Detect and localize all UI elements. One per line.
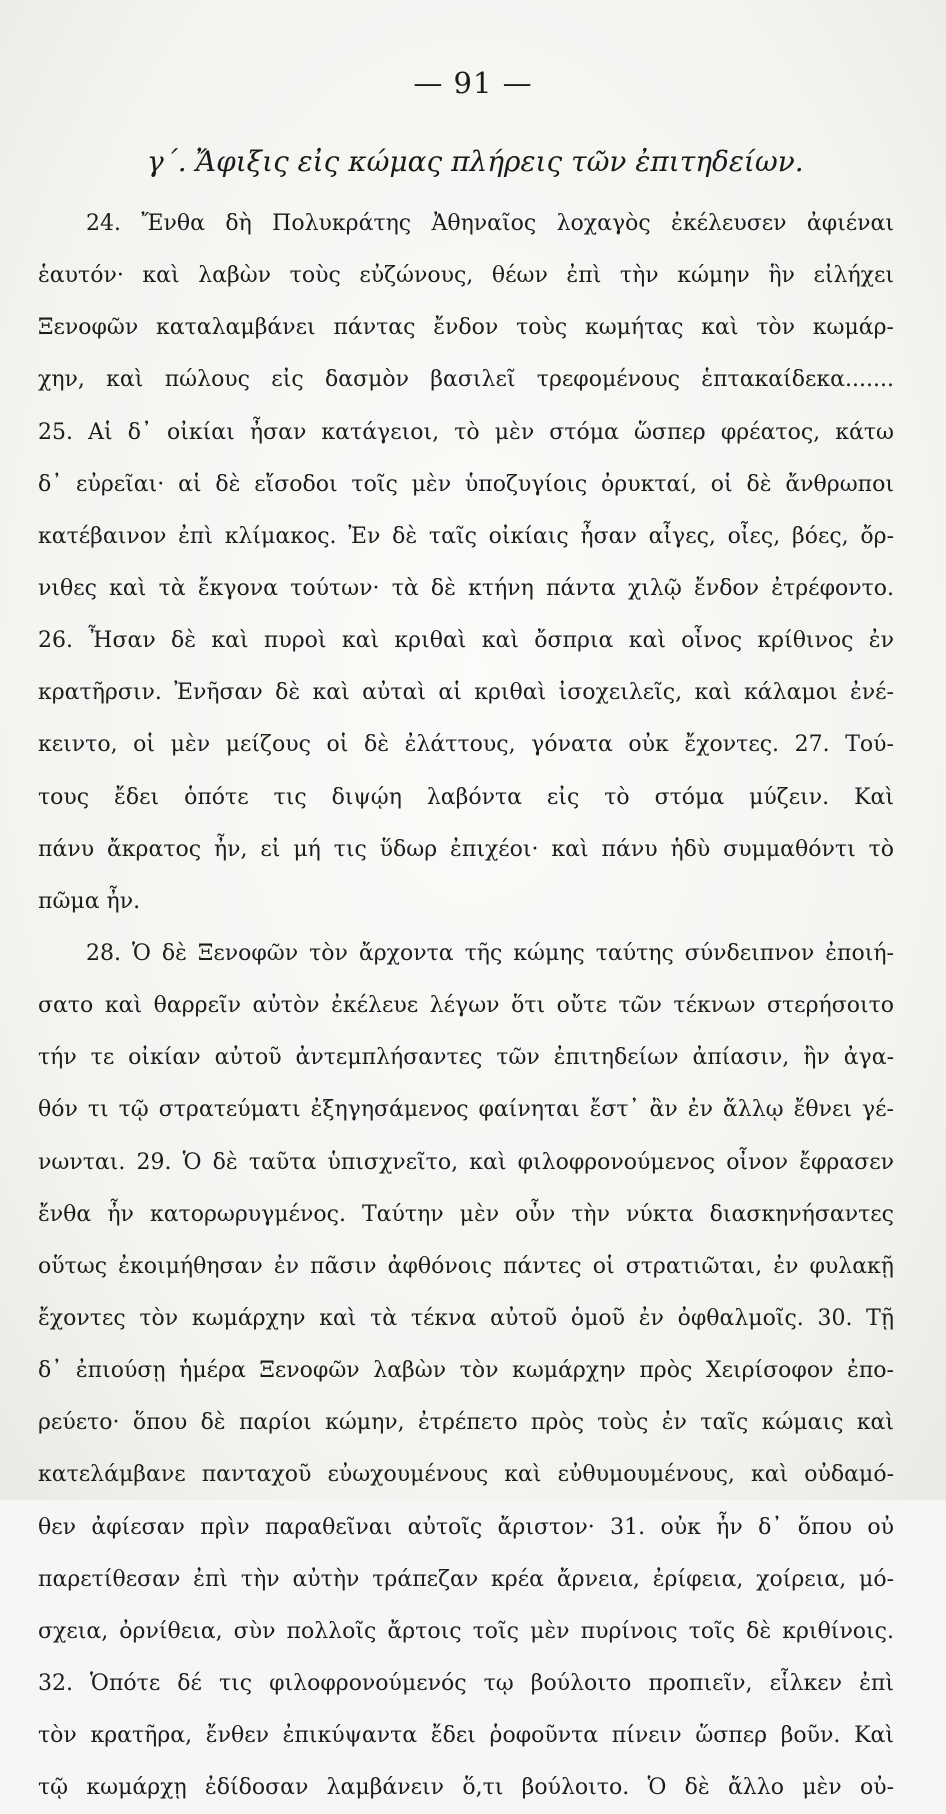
text-line: 24. Ἔνθα δὴ Πολυκράτης Ἀθηναῖος λοχαγὸς ἐκέλευσεν ἀφιέναι: [86, 211, 894, 236]
text-line: κατέβαινον ἐπὶ κλίμακος. Ἐν δὲ ταῖς οἰκίαις ἦσαν αἶγες, οἶες, βόες, ὄρ-: [38, 523, 894, 549]
text-line: νωνται. 29. Ὁ δὲ ταῦτα ὑπισχνεῖτο, καὶ φιλοφρονούμενος οἶνον ἔφρασεν: [38, 1149, 894, 1175]
text-line: 25. Αἱ δ᾽ οἰκίαι ἦσαν κατάγειοι, τὸ μὲν στόμα ὥσπερ φρέατος, κάτω: [38, 419, 894, 445]
text-line: χην, καὶ πώλους εἰς δασμὸν βασιλεῖ τρεφομένους ἑπτακαίδεκα.......: [38, 367, 894, 393]
text-line: 32. Ὁπότε δέ τις φιλοφρονούμενός τῳ βούλοιτο προπιεῖν, εἷλκεν ἐπὶ: [38, 1670, 894, 1696]
text-line: 28. Ὁ δὲ Ξενοφῶν τὸν ἄρχοντα τῆς κώμης ταύτης σύνδειπνον ἐποιή-: [86, 940, 894, 966]
text-line: δ᾽ εὐρεῖαι· αἱ δὲ εἴσοδοι τοῖς μὲν ὑποζυγίοις ὀρυκταί, οἱ δὲ ἄνθρωποι: [38, 471, 894, 497]
text-line: τὸν κρατῆρα, ἔνθεν ἐπικύψαντα ἔδει ῥοφοῦντα πίνειν ὥσπερ βοῦν. Καὶ: [38, 1723, 894, 1749]
text-line: τῷ κωμάρχῃ ἐδίδοσαν λαμβάνειν ὅ,τι βούλοιτο. Ὁ δὲ ἄλλο μὲν οὐ-: [38, 1775, 894, 1801]
text-line: ρεύετο· ὅπου δὲ παρίοι κώμην, ἐτρέπετο πρὸς τοὺς ἐν ταῖς κώμαις καὶ: [38, 1410, 894, 1436]
text-line: σατο καὶ θαρρεῖν αὐτὸν ἐκέλευε λέγων ὅτι οὔτε τῶν τέκνων στερήσοιτο: [38, 993, 894, 1019]
text-line: πῶμα ἦν.: [38, 888, 141, 914]
text-line: παρετίθεσαν ἐπὶ τὴν αὐτὴν τράπεζαν κρέα ἄρνεια, ἐρίφεια, χοίρεια, μό-: [38, 1566, 894, 1592]
text-line: θεν ἀφίεσαν πρὶν παραθεῖναι αὐτοῖς ἄριστον· 31. οὐκ ἦν δ᾽ ὅπου οὐ: [38, 1514, 894, 1540]
text-line: θόν τι τῷ στρατεύματι ἐξηγησάμενος φαίνηται ἔστ᾽ ἂν ἐν ἄλλῳ ἔθνει γέ-: [38, 1097, 894, 1123]
text-line: πάνυ ἄκρατος ἦν, εἰ μή τις ὕδωρ ἐπιχέοι· καὶ πάνυ ἡδὺ συμμαθόντι τὸ: [38, 836, 894, 862]
text-line: τους ἔδει ὁπότε τις διψῴη λαβόντα εἰς τὸ στόμα μύζειν. Καὶ: [38, 784, 894, 810]
text-line: τήν τε οἰκίαν αὐτοῦ ἀντεμπλήσαντες τῶν ἐπιτηδείων ἀπίασιν, ἢν ἀγα-: [38, 1045, 894, 1071]
text-line: νιθες καὶ τὰ ἔκγονα τούτων· τὰ δὲ κτήνη πάντα χιλῷ ἔνδον ἐτρέφοντο.: [38, 575, 894, 601]
text-line: 26. Ἦσαν δὲ καὶ πυροὶ καὶ κριθαὶ καὶ ὄσπρια καὶ οἶνος κρίθινος ἐν: [38, 628, 894, 654]
text-line: κειντο, οἱ μὲν μείζους οἱ δὲ ἐλάττους, γόνατα οὐκ ἔχοντες. 27. Τού-: [38, 732, 894, 758]
section-heading: γ΄. Ἄφιξις εἰς κώμας πλήρεις τῶν ἐπιτηδείων.: [147, 145, 804, 178]
page-number: — 91 —: [413, 66, 533, 100]
text-line: οὕτως ἐκοιμήθησαν ἐν πᾶσιν ἀφθόνοις πάντες οἱ στρατιῶται, ἐν φυλακῇ: [38, 1253, 894, 1279]
text-line: ἔνθα ἦν κατορωρυγμένος. Ταύτην μὲν οὖν τὴν νύκτα διασκηνήσαντες: [38, 1201, 894, 1227]
text-line: ἔχοντες τὸν κωμάρχην καὶ τὰ τέκνα αὐτοῦ ὁμοῦ ἐν ὀφθαλμοῖς. 30. Τῇ: [38, 1305, 894, 1331]
text-line: Ξενοφῶν καταλαμβάνει πάντας ἔνδον τοὺς κωμήτας καὶ τὸν κωμάρ-: [38, 315, 894, 341]
body-text: [38, 198, 894, 1814]
text-line: σχεια, ὀρνίθεια, σὺν πολλοῖς ἄρτοις τοῖς μὲν πυρίνοις τοῖς δὲ κριθίνοις.: [38, 1618, 894, 1644]
text-line: κατελάμβανε πανταχοῦ εὐωχουμένους καὶ εὐθυμουμένους, καὶ οὐδαμό-: [38, 1462, 894, 1488]
text-line: κρατῆρσιν. Ἐνῆσαν δὲ καὶ αὐταὶ αἱ κριθαὶ ἰσοχειλεῖς, καὶ κάλαμοι ἐνέ-: [38, 680, 894, 706]
text-line: ἑαυτόν· καὶ λαβὼν τοὺς εὐζώνους, θέων ἐπὶ τὴν κώμην ἣν εἰλήχει: [38, 263, 894, 289]
text-line: δ᾽ ἐπιούσῃ ἡμέρα Ξενοφῶν λαβὼν τὸν κωμάρχην πρὸς Χειρίσοφον ἐπο-: [38, 1358, 894, 1384]
